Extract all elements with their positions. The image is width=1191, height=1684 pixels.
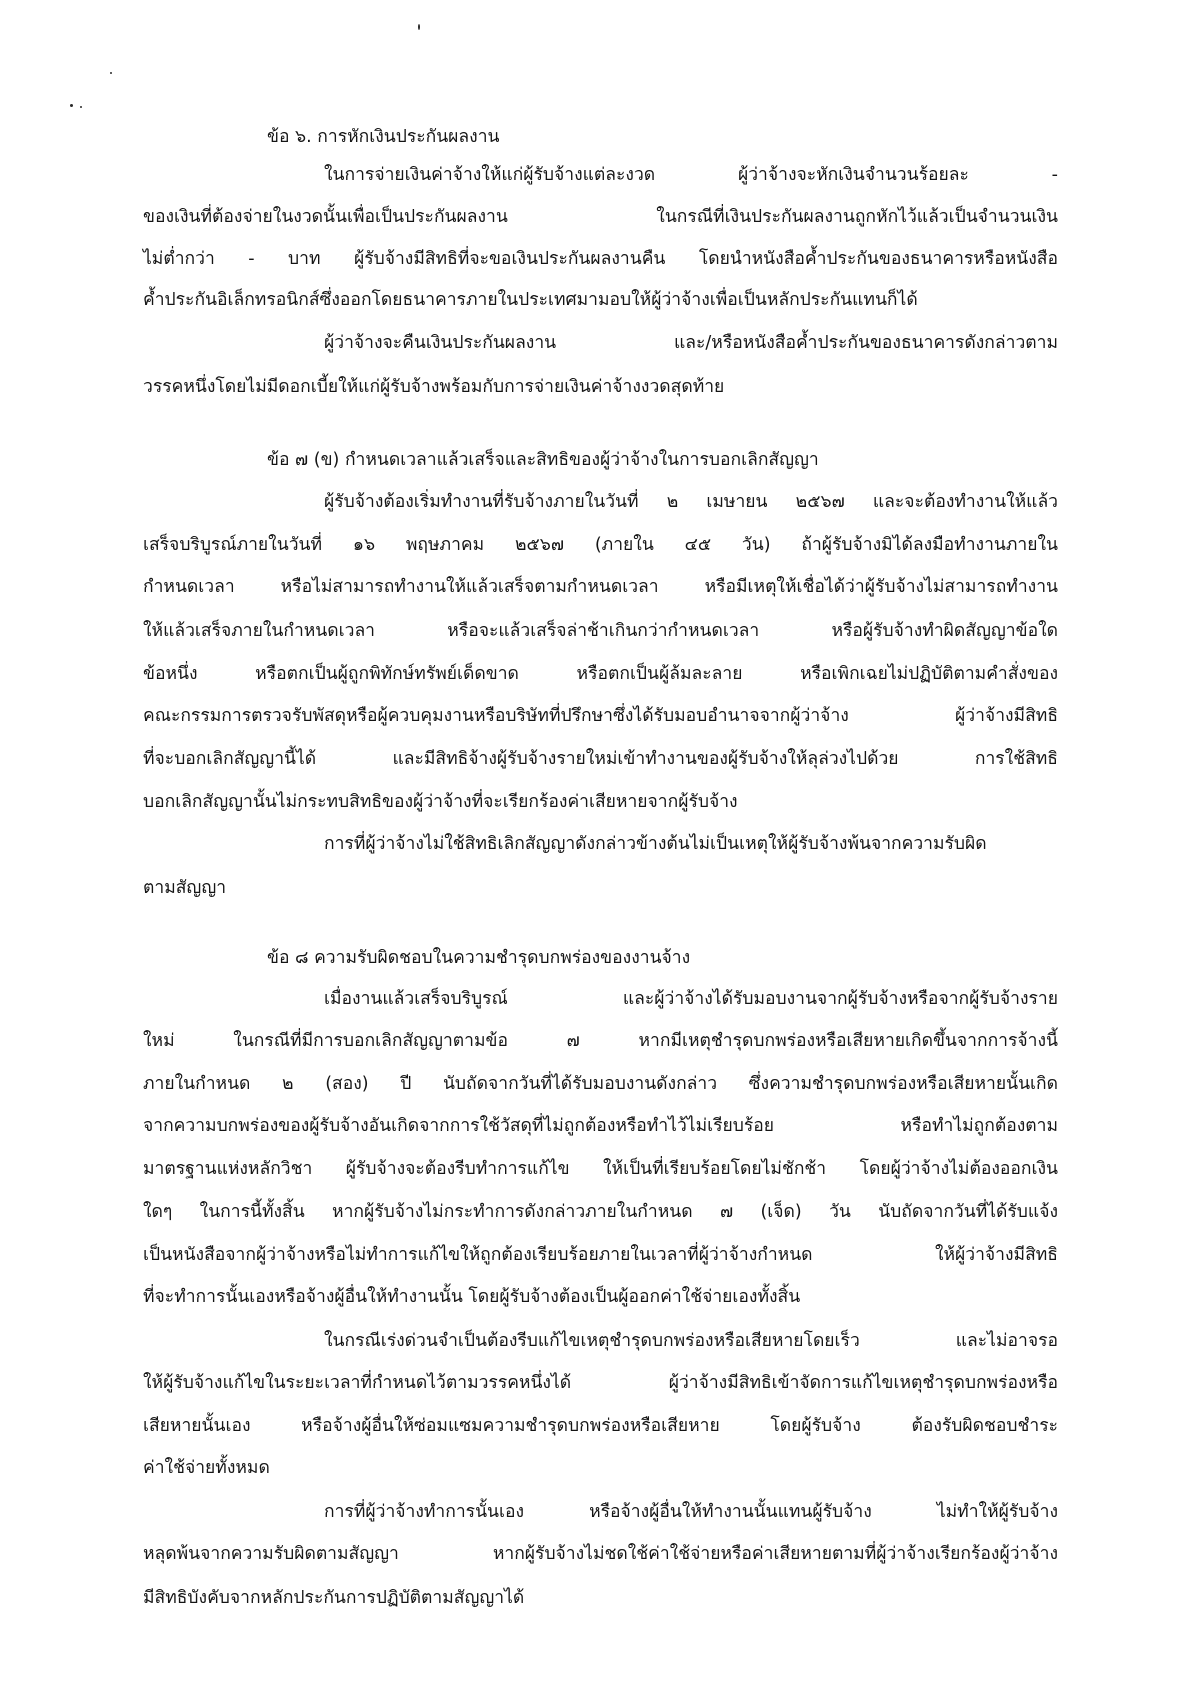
paragraph-line: เป็นหนังสือจากผู้ว่าจ้างหรือไม่ทำการแก้ไขให้ถูกต้องเรียบร้อยภายในเวลาที่ผู้ว่าจ้างกำหนด ให้ผู้ว่าจ้างมีสิทธิ [143, 1245, 1058, 1265]
paragraph-line: ของเงินที่ต้องจ่ายในงวดนั้นเพื่อเป็นประกันผลงาน ในกรณีที่เงินประกันผลงานถูกหักไว้แล้วเป็นจำนวนเงิน [143, 207, 1058, 227]
paragraph-line: การที่ผู้ว่าจ้างไม่ใช้สิทธิเลิกสัญญาดังกล่าวข้างต้นไม่เป็นเหตุให้ผู้รับจ้างพ้นจากความรับผิด [324, 834, 987, 854]
paragraph-line: ในกรณีเร่งด่วนจำเป็นต้องรีบแก้ไขเหตุชำรุดบกพร่องหรือเสียหายโดยเร็ว และไม่อาจรอ [324, 1331, 1058, 1351]
paragraph-line: ค้ำประกันอิเล็กทรอนิกส์ซึ่งออกโดยธนาคารภายในประเทศมามอบให้ผู้ว่าจ้างเพื่อเป็นหลักประกันแทนก็ได้ [143, 290, 918, 310]
paragraph-line: มาตรฐานแห่งหลักวิชา ผู้รับจ้างจะต้องรีบทำการแก้ไข ให้เป็นที่เรียบร้อยโดยไม่ชักช้า โดยผู้ว่าจ้างไม่ต้องออกเงิน [143, 1159, 1058, 1179]
paragraph-line: ไม่ต่ำกว่า - บาท ผู้รับจ้างมีสิทธิที่จะขอเงินประกันผลงานคืน โดยนำหนังสือค้ำประกันของธนาคารหรือหนังสือ [143, 249, 1058, 269]
paragraph-line: ภายในกำหนด ๒ (สอง) ปี นับถัดจากวันที่ได้รับมอบงานดังกล่าว ซึ่งความชำรุดบกพร่องหรือเสียหายนั้นเกิด [143, 1074, 1058, 1094]
paragraph-line: ที่จะบอกเลิกสัญญานี้ได้ และมีสิทธิจ้างผู้รับจ้างรายใหม่เข้าทำงานของผู้รับจ้างให้ลุล่วงไปด้วย การใช้สิทธิ [143, 749, 1058, 769]
paragraph-line: เมื่องานแล้วเสร็จบริบูรณ์ และผู้ว่าจ้างได้รับมอบงานจากผู้รับจ้างหรือจากผู้รับจ้างราย [324, 989, 1058, 1009]
section-6-heading: ข้อ ๖. การหักเงินประกันผลงาน [267, 127, 500, 147]
paragraph-line: ข้อหนึ่ง หรือตกเป็นผู้ถูกพิทักษ์ทรัพย์เด็ดขาด หรือตกเป็นผู้ล้มละลาย หรือเพิกเฉยไม่ปฏิบัติตามคำสั่งของ [143, 664, 1058, 684]
paragraph-line: บอกเลิกสัญญานั้นไม่กระทบสิทธิของผู้ว่าจ้างที่จะเรียกร้องค่าเสียหายจากผู้รับจ้าง [143, 792, 738, 812]
scan-speck [70, 104, 73, 107]
paragraph-line: ใดๆ ในการนี้ทั้งสิ้น หากผู้รับจ้างไม่กระทำการดังกล่าวภายในกำหนด ๗ (เจ็ด) วัน นับถัดจากวันที่ได้รับแจ้ง [143, 1202, 1058, 1222]
section-7-heading: ข้อ ๗ (ข) กำหนดเวลาแล้วเสร็จและสิทธิของผู้ว่าจ้างในการบอกเลิกสัญญา [267, 450, 819, 470]
paragraph-line: เสร็จบริบูรณ์ภายในวันที่ ๑๖ พฤษภาคม ๒๕๖๗ (ภายใน ๔๕ วัน) ถ้าผู้รับจ้างมิได้ลงมือทำงานภายใน [143, 535, 1058, 555]
paragraph-line: วรรคหนึ่งโดยไม่มีดอกเบี้ยให้แก่ผู้รับจ้างพร้อมกับการจ่ายเงินค่าจ้างงวดสุดท้าย [143, 377, 725, 397]
paragraph-line: ตามสัญญา [143, 878, 227, 898]
paragraph-line: ให้ผู้รับจ้างแก้ไขในระยะเวลาที่กำหนดไว้ตามวรรคหนึ่งได้ ผู้ว่าจ้างมีสิทธิเข้าจัดการแก้ไขเหตุชำรุดบกพร่องหรือ [143, 1373, 1058, 1393]
paragraph-line: ใหม่ ในกรณีที่มีการบอกเลิกสัญญาตามข้อ ๗ หากมีเหตุชำรุดบกพร่องหรือเสียหายเกิดขึ้นจากการจ้างนี้ [143, 1031, 1058, 1051]
paragraph-line: ผู้ว่าจ้างจะคืนเงินประกันผลงาน และ/หรือหนังสือค้ำประกันของธนาคารดังกล่าวตาม [324, 333, 1058, 353]
paragraph-line: กำหนดเวลา หรือไม่สามารถทำงานให้แล้วเสร็จตามกำหนดเวลา หรือมีเหตุให้เชื่อได้ว่าผู้รับจ้างไม่สามารถทำงาน [143, 577, 1058, 597]
paragraph-line: ผู้รับจ้างต้องเริ่มทำงานที่รับจ้างภายในวันที่ ๒ เมษายน ๒๕๖๗ และจะต้องทำงานให้แล้ว [324, 492, 1058, 512]
paragraph-line: ที่จะทำการนั้นเองหรือจ้างผู้อื่นให้ทำงานนั้น โดยผู้รับจ้างต้องเป็นผู้ออกค่าใช้จ่ายเองทั้งสิ้น [143, 1287, 801, 1307]
paragraph-line: ในการจ่ายเงินค่าจ้างให้แก่ผู้รับจ้างแต่ละงวด ผู้ว่าจ้างจะหักเงินจำนวนร้อยละ - [324, 165, 1058, 185]
section-8-heading: ข้อ ๘ ความรับผิดชอบในความชำรุดบกพร่องของงานจ้าง [267, 948, 691, 968]
paragraph-line: เสียหายนั้นเอง หรือจ้างผู้อื่นให้ซ่อมแซมความชำรุดบกพร่องหรือเสียหาย โดยผู้รับจ้าง ต้องรับผิดชอบชำระ [143, 1416, 1058, 1436]
paragraph-line: คณะกรรมการตรวจรับพัสดุหรือผู้ควบคุมงานหรือบริษัทที่ปรึกษาซึ่งได้รับมอบอำนาจจากผู้ว่าจ้าง ผู้ว่าจ้างมีสิทธิ [143, 706, 1058, 726]
paragraph-line: การที่ผู้ว่าจ้างทำการนั้นเอง หรือจ้างผู้อื่นให้ทำงานนั้นแทนผู้รับจ้าง ไม่ทำให้ผู้รับจ้าง [324, 1502, 1058, 1522]
paragraph-line: ค่าใช้จ่ายทั้งหมด [143, 1458, 270, 1478]
scan-speck [80, 106, 82, 108]
paragraph-line: ให้แล้วเสร็จภายในกำหนดเวลา หรือจะแล้วเสร็จล่าช้าเกินกว่ากำหนดเวลา หรือผู้รับจ้างทำผิดสัญญาข้อใด [143, 621, 1058, 641]
scan-speck [418, 24, 420, 30]
paragraph-line: หลุดพ้นจากความรับผิดตามสัญญา หากผู้รับจ้างไม่ชดใช้ค่าใช้จ่ายหรือค่าเสียหายตามที่ผู้ว่าจ้างเรียกร้องผู้ว่าจ้าง [143, 1544, 1058, 1564]
paragraph-line: จากความบกพร่องของผู้รับจ้างอันเกิดจากการใช้วัสดุที่ไม่ถูกต้องหรือทำไว้ไม่เรียบร้อย หรือทำไม่ถูกต้องตาม [143, 1116, 1058, 1136]
scan-speck [110, 72, 112, 74]
paragraph-line: มีสิทธิบังคับจากหลักประกันการปฏิบัติตามสัญญาได้ [143, 1588, 525, 1608]
